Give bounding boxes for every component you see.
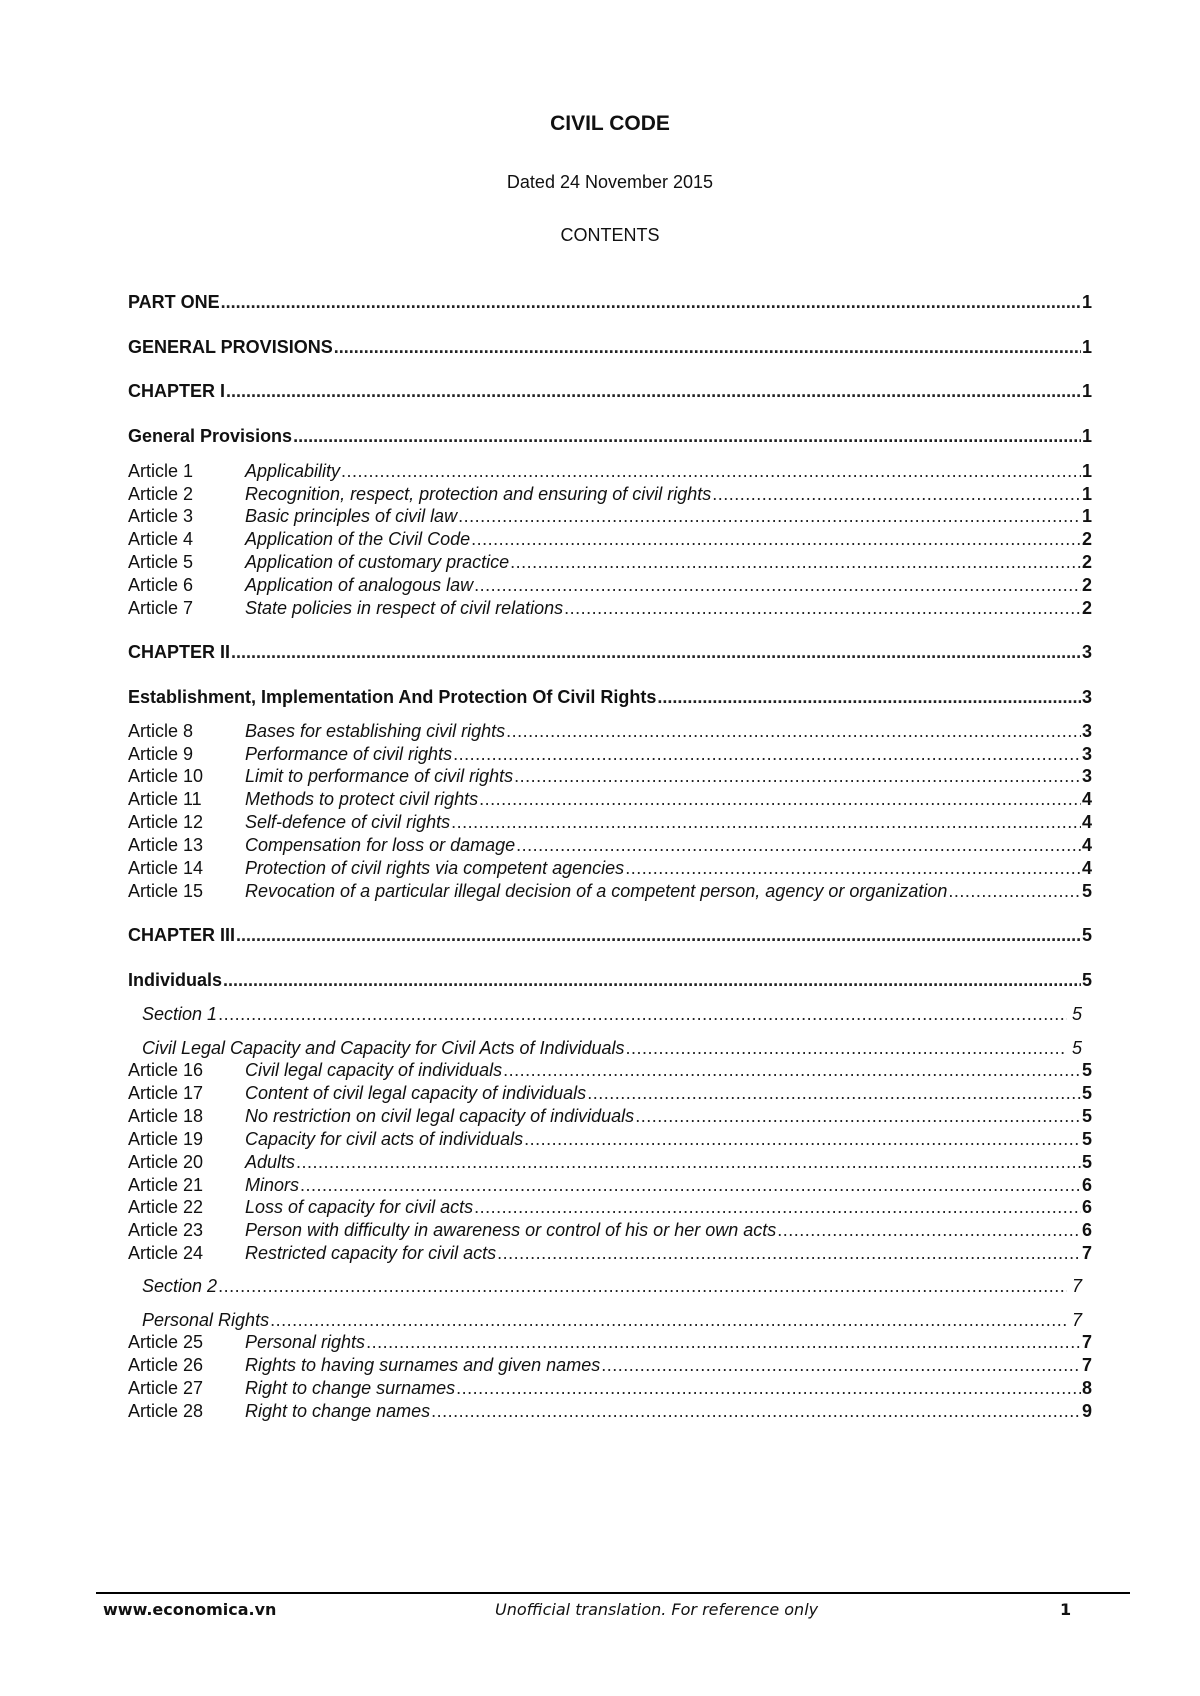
toc-article-number: Article 7 (128, 598, 194, 618)
toc-page-number: 5 (1081, 1060, 1092, 1080)
toc-dot-leader (524, 1128, 1081, 1150)
document-title: CIVIL CODE (550, 112, 670, 135)
toc-page-number: 3 (1081, 642, 1092, 662)
toc-heading-row[interactable] (128, 969, 1092, 991)
toc-dot-leader (458, 505, 1081, 527)
toc-entry-title: Minors (245, 1175, 300, 1195)
toc-page-number: 5 (1081, 1106, 1092, 1126)
toc-entry-title: Rights to having surnames and given names (245, 1355, 601, 1375)
toc-article-row[interactable] (128, 1400, 1092, 1422)
toc-page-number: 1 (1081, 337, 1092, 357)
toc-entry-title: GENERAL PROVISIONS (128, 337, 333, 357)
toc-article-row[interactable] (128, 857, 1092, 879)
toc-dot-leader (218, 1275, 1067, 1297)
toc-entry-title: Revocation of a particular illegal decision of a competent person, agency or organization (245, 881, 948, 901)
toc-article-number: Article 13 (128, 835, 204, 855)
toc-article-row[interactable] (128, 460, 1092, 482)
toc-dot-leader (223, 969, 1081, 991)
toc-heading-row[interactable] (128, 686, 1092, 708)
toc-article-row[interactable] (128, 551, 1092, 573)
toc-page-number: 4 (1081, 789, 1092, 809)
toc-entry-title: State policies in respect of civil relations (245, 598, 564, 618)
toc-page-number: 5 (1081, 881, 1092, 901)
toc-entry-title: Applicability (245, 461, 341, 481)
toc-article-number: Article 8 (128, 721, 194, 741)
toc-entry-title: Right to change names (245, 1401, 431, 1421)
toc-entry-title: Section 2 (142, 1276, 218, 1296)
toc-heading-row[interactable] (128, 641, 1092, 663)
toc-dot-leader (948, 880, 1081, 902)
toc-article-row[interactable] (128, 1082, 1092, 1104)
toc-dot-leader (712, 483, 1081, 505)
toc-article-number: Article 16 (128, 1060, 204, 1080)
toc-dot-leader (777, 1219, 1081, 1241)
document-date: Dated 24 November 2015 (506, 172, 714, 192)
toc-article-number: Article 28 (128, 1401, 204, 1421)
toc-page-number: 6 (1081, 1197, 1092, 1217)
toc-heading-row[interactable] (128, 924, 1092, 946)
toc-article-number: Article 10 (128, 766, 204, 786)
toc-article-row[interactable] (128, 765, 1092, 787)
toc-entry-title: Recognition, respect, protection and ensuring of civil rights (245, 484, 712, 504)
toc-article-number: Article 23 (128, 1220, 204, 1240)
toc-entry-title: Right to change surnames (245, 1378, 456, 1398)
toc-page-number: 1 (1081, 506, 1092, 526)
toc-page-number: 7 (1081, 1332, 1092, 1352)
toc-page-number: 4 (1081, 858, 1092, 878)
toc-article-number: Article 22 (128, 1197, 204, 1217)
toc-article-number: Article 4 (128, 529, 194, 549)
toc-page-number: 5 (1081, 1083, 1092, 1103)
toc-entry-title: Civil Legal Capacity and Capacity for Civil Acts of Individuals (142, 1038, 625, 1058)
toc-section-row[interactable] (142, 1003, 1082, 1025)
toc-dot-leader (626, 1037, 1067, 1059)
toc-article-row[interactable] (128, 483, 1092, 505)
toc-section-row[interactable] (142, 1275, 1082, 1297)
toc-article-row[interactable] (128, 528, 1092, 550)
toc-entry-title: Protection of civil rights via competent agencies (245, 858, 625, 878)
toc-page-number: 1 (1081, 381, 1092, 401)
toc-article-row[interactable] (128, 1219, 1092, 1241)
toc-article-row[interactable] (128, 834, 1092, 856)
toc-article-row[interactable] (128, 880, 1092, 902)
toc-article-number: Article 19 (128, 1129, 204, 1149)
toc-article-number: Article 26 (128, 1355, 204, 1375)
toc-article-number: Article 2 (128, 484, 194, 504)
toc-entry-title: Individuals (128, 970, 223, 990)
toc-article-number: Article 20 (128, 1152, 204, 1172)
footer-page-number: 1 (1060, 1600, 1072, 1619)
toc-article-row[interactable] (128, 1196, 1092, 1218)
toc-article-row[interactable] (128, 1354, 1092, 1376)
toc-page-number: 3 (1081, 744, 1092, 764)
toc-article-row[interactable] (128, 811, 1092, 833)
toc-page-number: 3 (1081, 721, 1092, 741)
toc-dot-leader (431, 1400, 1081, 1422)
toc-article-number: Article 9 (128, 744, 194, 764)
toc-article-row[interactable] (128, 788, 1092, 810)
toc-dot-leader (587, 1082, 1081, 1104)
toc-dot-leader (296, 1151, 1081, 1173)
toc-dot-leader (635, 1105, 1081, 1127)
toc-dot-leader (334, 336, 1081, 358)
toc-article-row[interactable] (128, 597, 1092, 619)
toc-dot-leader (497, 1242, 1081, 1264)
toc-page-number: 4 (1081, 812, 1092, 832)
toc-page-number: 5 (1081, 925, 1092, 945)
toc-dot-leader (510, 551, 1081, 573)
toc-article-row[interactable] (128, 574, 1092, 596)
toc-page-number: 2 (1081, 552, 1092, 572)
toc-article-row[interactable] (128, 1242, 1092, 1264)
toc-page-number: 8 (1081, 1378, 1092, 1398)
toc-page-number: 9 (1081, 1401, 1092, 1421)
toc-entry-title: Application of the Civil Code (245, 529, 471, 549)
toc-page-number: 7 (1081, 1243, 1092, 1263)
toc-dot-leader (625, 857, 1081, 879)
toc-article-number: Article 21 (128, 1175, 204, 1195)
toc-heading-row[interactable] (128, 380, 1092, 402)
toc-entry-title: Bases for establishing civil rights (245, 721, 506, 741)
toc-page-number: 2 (1081, 575, 1092, 595)
toc-dot-leader (456, 1377, 1081, 1399)
toc-dot-leader (471, 528, 1081, 550)
toc-dot-leader (366, 1331, 1081, 1353)
toc-entry-title: Application of customary practice (245, 552, 510, 572)
toc-heading-row[interactable] (128, 336, 1092, 358)
toc-page-number: 1 (1081, 292, 1092, 312)
toc-dot-leader (601, 1354, 1081, 1376)
toc-heading-row[interactable] (128, 291, 1092, 313)
toc-article-number: Article 24 (128, 1243, 204, 1263)
toc-page-number: 5 (1081, 1152, 1092, 1172)
toc-heading-row[interactable] (128, 425, 1092, 447)
toc-dot-leader (293, 425, 1081, 447)
toc-page-number: 1 (1081, 426, 1092, 446)
toc-entry-title: Capacity for civil acts of individuals (245, 1129, 524, 1149)
toc-dot-leader (270, 1309, 1067, 1331)
toc-dot-leader (514, 765, 1081, 787)
toc-article-number: Article 5 (128, 552, 194, 572)
toc-entry-title: Section 1 (142, 1004, 218, 1024)
toc-entry-title: Personal rights (245, 1332, 366, 1352)
toc-entry-title: Person with difficulty in awareness or control of his or her own acts (245, 1220, 777, 1240)
contents-heading: CONTENTS (560, 225, 660, 245)
toc-article-number: Article 18 (128, 1106, 204, 1126)
toc-dot-leader (236, 924, 1081, 946)
toc-page-number: 2 (1081, 598, 1092, 618)
toc-page-number: 6 (1081, 1175, 1092, 1195)
toc-page-number: 7 (1071, 1310, 1082, 1330)
toc-page-number: 5 (1081, 1129, 1092, 1149)
toc-entry-title: CHAPTER II (128, 642, 231, 662)
toc-article-number: Article 17 (128, 1083, 204, 1103)
toc-entry-title: Personal Rights (142, 1310, 270, 1330)
toc-page-number: 5 (1071, 1004, 1082, 1024)
toc-dot-leader (218, 1003, 1067, 1025)
toc-page-number: 1 (1081, 461, 1092, 481)
toc-article-number: Article 14 (128, 858, 204, 878)
toc-page-number: 2 (1081, 529, 1092, 549)
toc-page-number: 7 (1071, 1276, 1082, 1296)
toc-page-number: 1 (1081, 484, 1092, 504)
toc-article-number: Article 25 (128, 1332, 204, 1352)
toc-dot-leader (231, 641, 1081, 663)
toc-article-number: Article 3 (128, 506, 194, 526)
toc-entry-title: Application of analogous law (245, 575, 474, 595)
toc-entry-title: Methods to protect civil rights (245, 789, 479, 809)
footer-note: Unofficial translation. For reference only (495, 1600, 819, 1619)
toc-article-row[interactable] (128, 720, 1092, 742)
toc-dot-leader (300, 1174, 1081, 1196)
toc-entry-title: Adults (245, 1152, 296, 1172)
toc-dot-leader (479, 788, 1081, 810)
toc-entry-title: Loss of capacity for civil acts (245, 1197, 474, 1217)
toc-entry-title: PART ONE (128, 292, 220, 312)
toc-page-number: 5 (1071, 1038, 1082, 1058)
toc-page-number: 3 (1081, 766, 1092, 786)
toc-article-row[interactable] (128, 1151, 1092, 1173)
toc-page-number: 4 (1081, 835, 1092, 855)
toc-entry-title: General Provisions (128, 426, 293, 446)
toc-dot-leader (226, 380, 1081, 402)
toc-article-row[interactable] (128, 1128, 1092, 1150)
toc-article-row[interactable] (128, 743, 1092, 765)
toc-dot-leader (451, 811, 1081, 833)
toc-article-row[interactable] (128, 1105, 1092, 1127)
toc-section-row[interactable] (142, 1309, 1082, 1331)
toc-dot-leader (516, 834, 1081, 856)
toc-entry-title: Establishment, Implementation And Protection Of Civil Rights (128, 687, 657, 707)
toc-dot-leader (564, 597, 1081, 619)
toc-dot-leader (474, 1196, 1081, 1218)
toc-article-row[interactable] (128, 1377, 1092, 1399)
toc-article-number: Article 27 (128, 1378, 204, 1398)
toc-article-number: Article 11 (128, 789, 202, 809)
toc-entry-title: CHAPTER III (128, 925, 236, 945)
toc-article-number: Article 15 (128, 881, 204, 901)
toc-entry-title: Self-defence of civil rights (245, 812, 451, 832)
toc-section-row[interactable] (142, 1037, 1082, 1059)
toc-article-row[interactable] (128, 1331, 1092, 1353)
toc-article-row[interactable] (128, 1059, 1092, 1081)
toc-page-number: 7 (1081, 1355, 1092, 1375)
toc-article-number: Article 1 (128, 461, 194, 481)
toc-article-row[interactable] (128, 1174, 1092, 1196)
toc-page-number: 5 (1081, 970, 1092, 990)
toc-entry-title: Performance of civil rights (245, 744, 453, 764)
toc-dot-leader (474, 574, 1081, 596)
toc-entry-title: Basic principles of civil law (245, 506, 458, 526)
toc-entry-title: Restricted capacity for civil acts (245, 1243, 497, 1263)
toc-dot-leader (221, 291, 1081, 313)
toc-entry-title: Content of civil legal capacity of individuals (245, 1083, 587, 1103)
toc-article-row[interactable] (128, 505, 1092, 527)
toc-entry-title: Limit to performance of civil rights (245, 766, 514, 786)
footer-rule (96, 1592, 1130, 1594)
toc-page-number: 6 (1081, 1220, 1092, 1240)
toc-article-number: Article 6 (128, 575, 194, 595)
toc-article-number: Article 12 (128, 812, 204, 832)
toc-dot-leader (453, 743, 1081, 765)
toc-page-number: 3 (1081, 687, 1092, 707)
toc-entry-title: No restriction on civil legal capacity of individuals (245, 1106, 635, 1126)
toc-dot-leader (503, 1059, 1081, 1081)
toc-entry-title: Civil legal capacity of individuals (245, 1060, 503, 1080)
toc-dot-leader (506, 720, 1081, 742)
toc-entry-title: Compensation for loss or damage (245, 835, 516, 855)
footer-website: www.economica.vn (103, 1600, 277, 1619)
toc-dot-leader (657, 686, 1081, 708)
toc-dot-leader (341, 460, 1081, 482)
toc-entry-title: CHAPTER I (128, 381, 226, 401)
